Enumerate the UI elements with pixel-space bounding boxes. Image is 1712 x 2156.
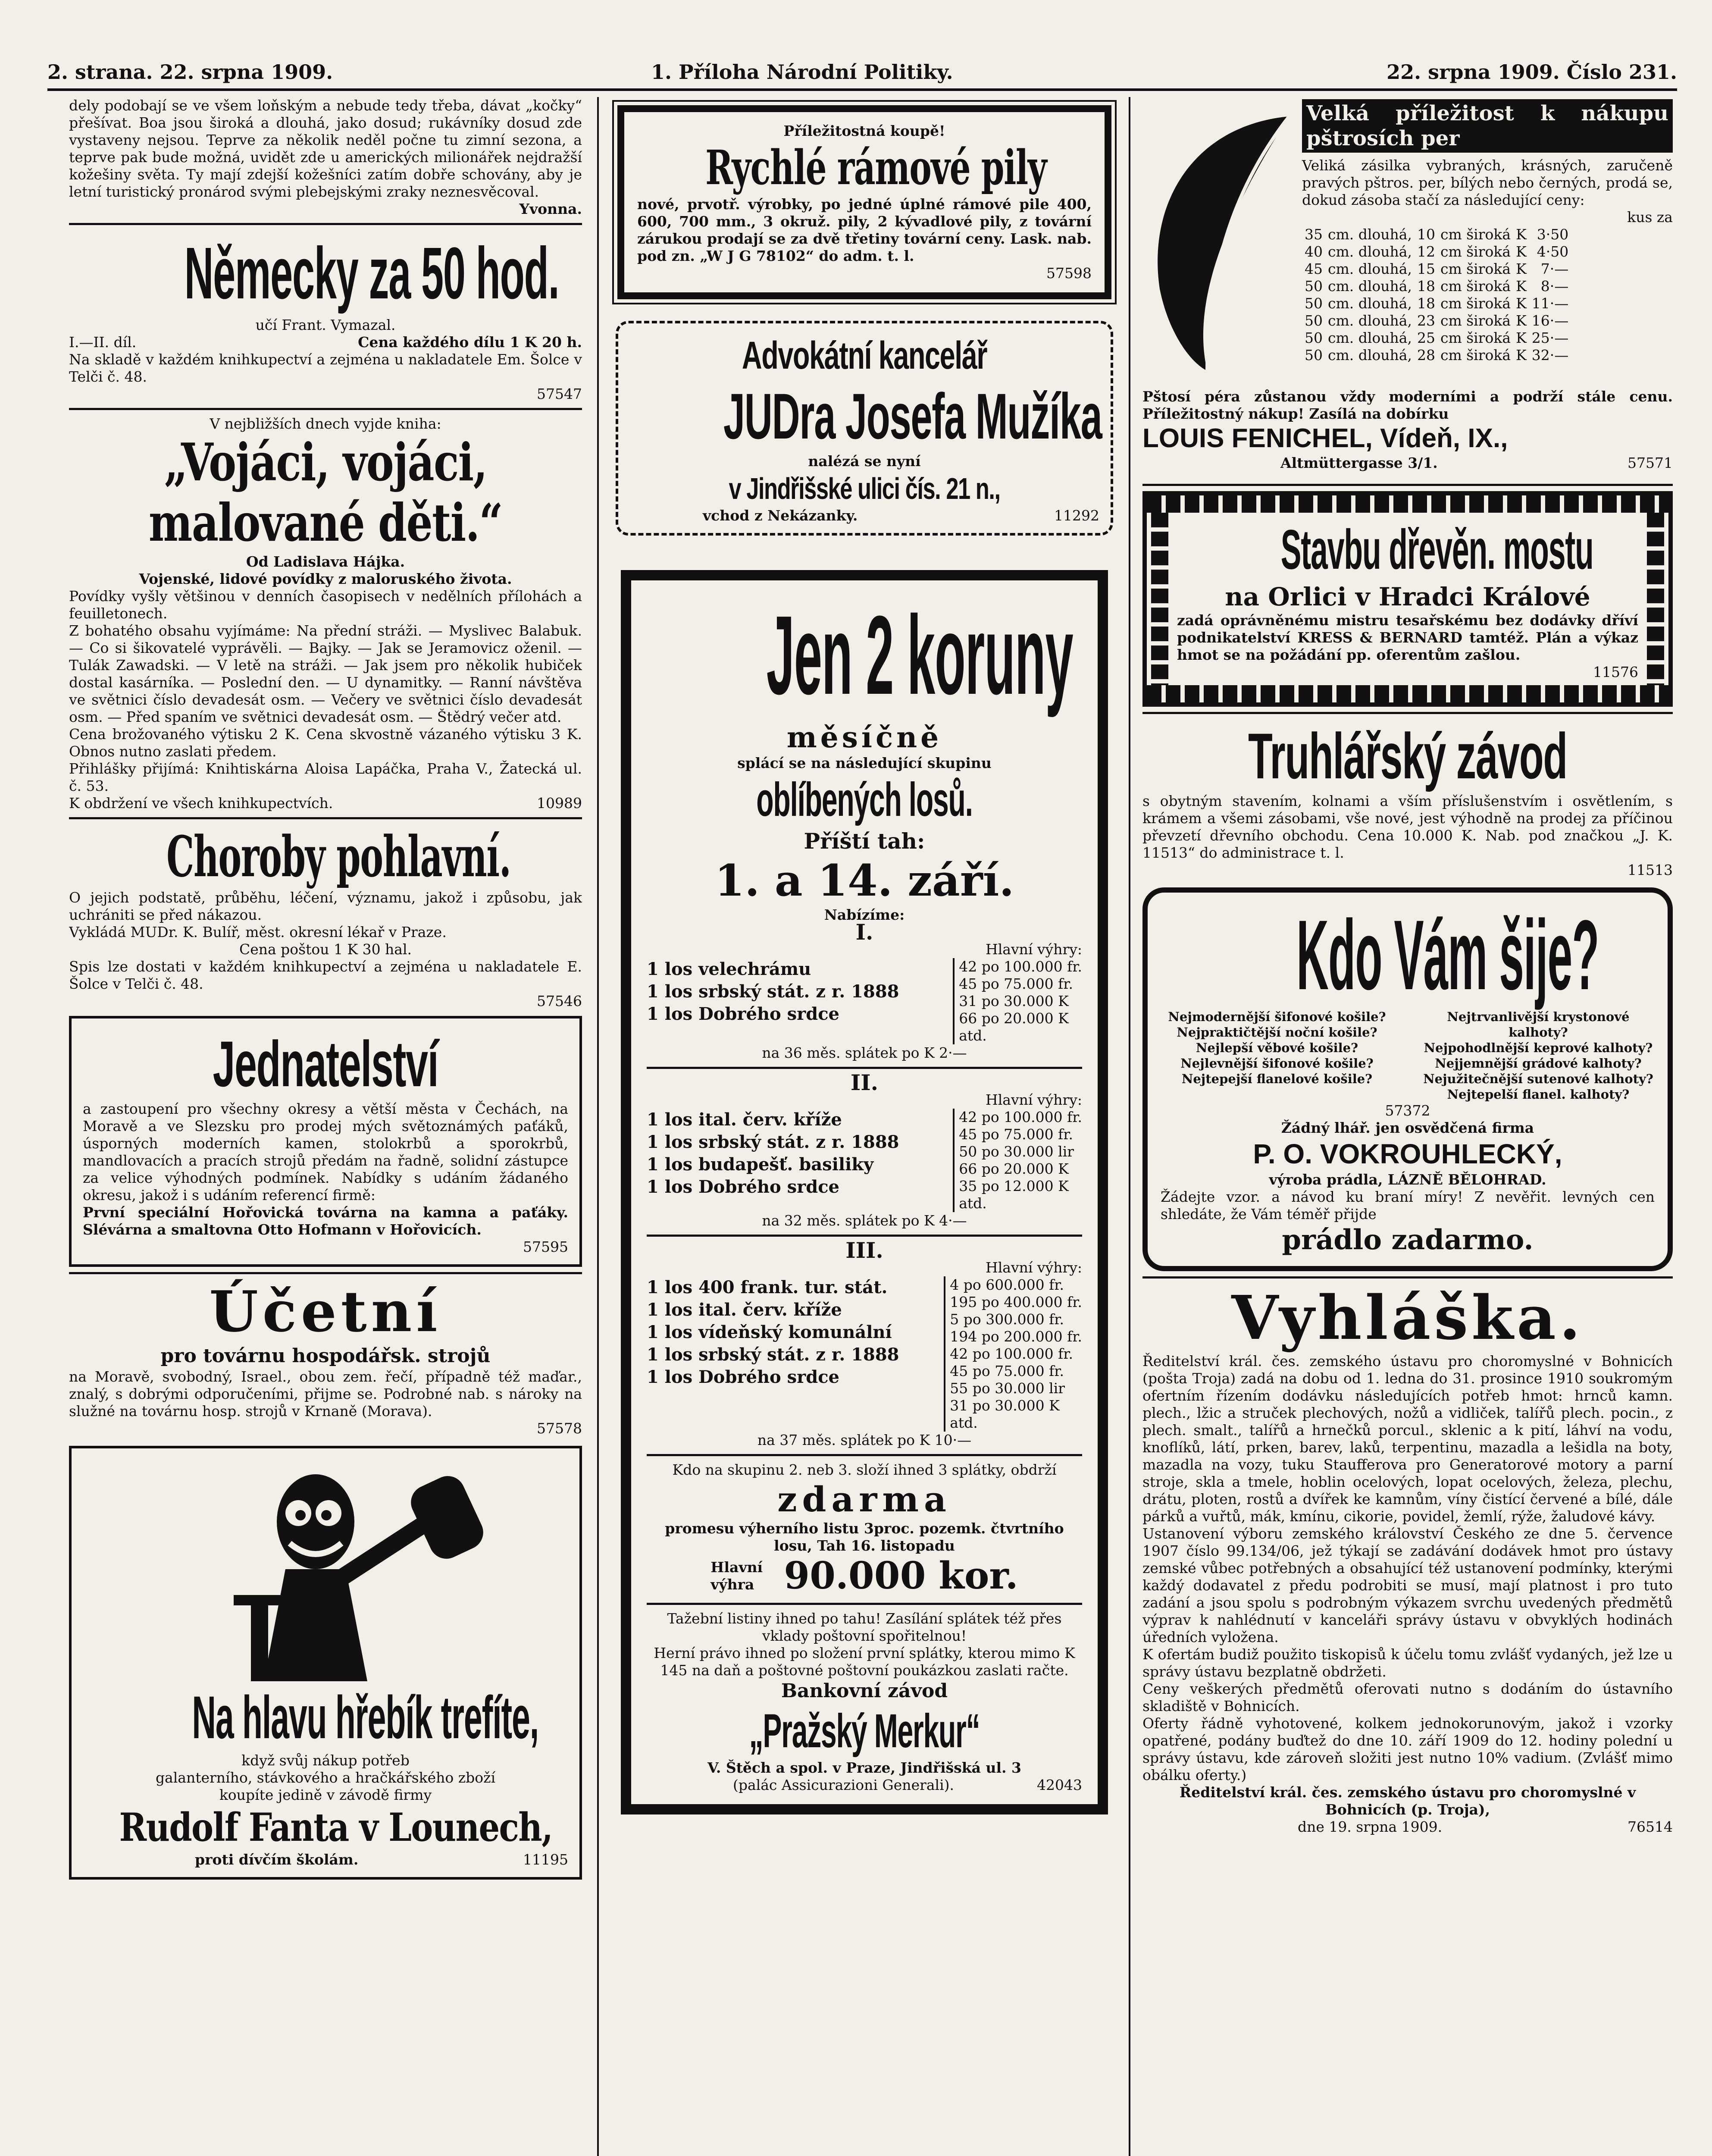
group-3-roman: III. [845,1238,883,1263]
truhlar-text: s obytným stavením, kolnami a vším příslušenstvím i osvětlením, s krámem a všemi zásobami, vše nové, jest výhodně na prodej za příčinou převzetí dřevního obchodu. Cena 10.000 K. Nab. pod značkou „J. K. 11513“ do administrace t. l. [1142,793,1673,861]
column-rule-1 [597,97,599,2156]
advokat-p1: nalézá se nyní [808,453,921,470]
group-2-win: 42 po 100.000 fr. [959,1109,1082,1125]
advokat-footer [629,507,1099,524]
group-3-body [647,1276,1082,1432]
group-3-win: atd. [950,1414,978,1431]
column-rule-2 [1129,97,1130,2156]
feather-cell: 25 [1417,329,1435,346]
feather-cell: cm. dlouhá, [1328,347,1412,364]
group-3-win: 194 po 200.000 fr. [950,1328,1082,1345]
hrebik-p1: když svůj nákup potřeb [241,1752,410,1769]
header-center: 1. Příloha Národní Politiky. [651,60,953,84]
group-3-wins [944,1276,1082,1432]
pstrosi-number: 57571 [1627,454,1673,471]
kdo-left-item: Nejpraktičtější noční košile? [1177,1025,1377,1040]
ostrich-feather-icon [1142,108,1298,375]
feather-cell: K [1516,226,1527,243]
ad-jen-2-koruny [621,570,1108,1814]
header-left: 2. strana. 22. srpna 1909. [47,60,333,84]
nemecky-store: Na skladě v každém knihkupectví a zejména u nakladatele Em. Šolce v Telči č. 48. [69,351,582,385]
lot-group-2 [647,1070,1082,1229]
feather-cell: cm. dlouhá, [1328,295,1412,312]
most-title: Stavbu dřevěn. mostu [1280,518,1593,581]
hrebik-title: Na hlavu hřebík trefíte, [192,1683,539,1751]
hrebik-p2: galanterního, stávkového a hračkářského zboží [155,1769,496,1786]
most-content [1147,513,1668,685]
intro-text: dely podobají se ve všem loňským a nebude tedy třeba, dávat „kočky“ přešívat. Boa jsou široká a dlouhá, jako dosud; rukávníky dosud zde vystaveny nejsou. Teprve za několik neděl počne tu zimní sezona, a teprve pak bude možná, uvidět zde u amerických milionářek nejdražší kožešiny světa. Ty mají zdejší kožešníci zatím dobře schovány, aby je letní turistický pronárod svými plebejskými zraky neznesvěcoval. [69,97,582,200]
feather-cell: 40 [1305,243,1323,260]
feather-cell: K [1516,347,1527,364]
kdo-left-list [1161,1009,1393,1102]
vyhlaska-number: 76514 [1627,1818,1673,1835]
feather-cell: 50 [1305,312,1323,329]
group-1-win: atd. [959,1027,987,1044]
feather-row [1302,226,1571,243]
ad-pstrosi-pera [1142,99,1673,479]
vojaci-title-2: malované děti.“ [148,492,503,553]
vyhlaska-signature: Ředitelství král. čes. zemského ústavu pro choromyslné v Bohnicích (p. Troja), [1179,1784,1636,1818]
group-1-win: 42 po 100.000 fr. [959,958,1082,975]
vojaci-subtitle: Vojenské, lidové povídky z maloruského života. [139,570,512,587]
vyhlaska-p1: Ředitelství král. čes. zemského ústavu pro choromyslné v Bohnicích (pošta Troja) zadá na dobu od 1. ledna do 31. prosince 1910 soukromým ofertním řízením dodávku následujících potřeb hmot: hrnců kamn. plech., lžic a struček plechových, nožů a vidliček, talířů plech. pocin., z plech. smalt., talířů a hrnečků porcul., sklenic a k pití, láhví na vodu, knoflíků, látí, prken, barev, laků, terpentinu, mazadla a lešidla na boty, mazadla na vozy, tuku Staufferova pro Generatorové motory a parní stroje, skla a tmele, hoblin ocelových, lopat ocelových, železa, plechu, drátu, ploten, rostů a dvířek ke kamnům, víny čistící červené a bílé, dále párků a vuřtů, mák, kmínu, cikorie, povidel, žemlí, rýže, žaludové kávy. [1142,1353,1673,1525]
ad-ucetni [69,1279,582,1437]
feather-price-table [1302,226,1571,364]
kdo-right-item: Nejjemnější grádové kalhoty? [1435,1056,1642,1071]
feather-cell: 50 [1305,347,1323,364]
feather-cell: 12 [1417,243,1435,260]
jednatelstvi-number: 57595 [523,1238,568,1255]
kdo-right-item: Nejtrvanlivější krystonové kalhoty? [1447,1009,1630,1040]
vojaci-p4: Přihlášky přijímá: Knihtiskárna Aloisa Lapáčka, Praha V., Žatecká ul. č. 53. [69,760,582,794]
group-3-item-2: 1 los ital. červ. kříže [647,1300,842,1320]
jen-kdo: Kdo na skupinu 2. neb 3. složí ihned 3 splátky, obdrží [672,1461,1057,1478]
kdo-title: Kdo Vám šije? [1296,899,1599,1010]
group-3-win: 195 po 400.000 fr. [950,1294,1082,1310]
vojaci-p3: Cena brožovaného výtisku 2 K. Cena skvostně vázaného výtisku 3 K. Obnos nutno zaslati předem. [69,726,582,760]
feather-row [1302,347,1571,364]
feather-cell: cm široká [1440,347,1511,364]
feather-cell: K [1516,295,1527,312]
ornament-left [1151,513,1168,685]
group-1-item-3: 1 los Dobrého srdce [647,1004,839,1024]
pstrosi-per-piece: kus za [1627,209,1673,226]
feather-cell: 18 [1417,295,1435,312]
kdo-right-item: Nejpohodlnější keprové kalhoty? [1424,1040,1653,1055]
separator [69,817,582,819]
separator [647,1454,1082,1456]
choroby-number: 57546 [537,993,582,1009]
vojaci-number: 10989 [537,795,582,812]
feather-cell: cm široká [1440,278,1511,295]
feather-cell: 50 [1305,278,1323,295]
feather-cell: cm široká [1440,243,1511,260]
group-3-win: 4 po 600.000 fr. [950,1276,1064,1293]
nemecky-title: Německy za 50 hod. [184,232,559,314]
choroby-title: Choroby pohlavní. [166,824,511,890]
choroby-p1: O jejich podstatě, průběhu, léčení, významu, jakož i způsobu, jak uchrániti se před nákazou. [69,889,582,923]
group-1-win: 31 po 30.000 K [959,993,1069,1009]
advokat-p3: vchod z Nekázanky. [703,507,858,524]
group-2-installments: na 32 měs. splátek po K 4·— [762,1212,967,1229]
group-3-item-4: 1 los srbský stát. z r. 1888 [647,1344,899,1365]
feather-cell: 3·50 [1537,226,1569,243]
jen-number: 42043 [1037,1777,1082,1793]
group-3-items [647,1276,940,1432]
ad-vojaci [69,415,582,812]
group-2-roman: II. [850,1070,879,1095]
ad-nemecky [69,230,582,403]
feather-cell: K [1516,312,1527,329]
feather-cell: cm. dlouhá, [1328,312,1412,329]
feather-cell: 10 [1417,226,1435,243]
vojaci-title-1: „Vojáci, vojáci, [164,432,487,493]
ornament-bottom [1147,685,1668,702]
hrebik-firm: Rudolf Fanta v Lounech, [119,1805,553,1850]
pily-number: 57598 [1046,265,1092,282]
kdo-right-item: Nejtepelší flanel. kalhoty? [1447,1087,1630,1102]
feather-cell: 4·50 [1537,243,1569,260]
vyhlaska-p4: Ceny veškerých předmětů oferovati nutno s dodáním do ústavního skladiště v Bohnicích. [1142,1680,1673,1714]
group-2-win: 66 po 20.000 K [959,1160,1069,1177]
group-1-installments: na 36 měs. splátek po K 2·— [762,1044,967,1061]
hammer-illustration [83,1457,566,1681]
header-rule [47,88,1677,91]
ucetni-title: Účetní [209,1279,442,1344]
group-3-win: 45 po 75.000 fr. [950,1363,1064,1379]
ad-rychle-pily [617,105,1111,299]
feather-cell: 25·— [1531,329,1569,346]
group-1-item-2: 1 los srbský stát. z r. 1888 [647,981,899,1002]
kdo-production: výroba prádla, LÁZNĚ BĚLOHRAD. [1269,1171,1546,1188]
vojaci-pre: V nejbližších dnech vyjde kniha: [210,415,441,432]
ad-kdo-vam-sije [1142,887,1673,1271]
jen-tah: Příští tah: [804,828,925,854]
jen-promesa: promesu výherního listu 3proc. pozemk. čtvrtního losu, Tah 16. listopadu [665,1520,1064,1554]
separator [647,1235,1082,1237]
ad-hrebik [69,1446,582,1880]
feather-cell: 8·— [1540,278,1569,295]
hrebik-number: 11195 [523,1851,568,1868]
kdo-text: Žádejte vzor. a návod ku braní míry! Z nevěřit. levných cen shledáte, že Vám téměř přijde [1161,1188,1655,1222]
nemecky-volumes: I.—II. díl. [69,334,137,351]
kdo-right-list [1422,1009,1655,1102]
feather-cell: cm široká [1440,260,1511,277]
feather-row [1302,243,1571,260]
jen-nabizime: Nabízíme: [824,906,905,923]
pily-text: nové, prvotř. výrobky, po jedné úplné rámové pile 400, 600, 700 mm., 3 okruž. pily, 2 kývadlové pily, z tovární zárukou prodají se za dvě třetiny tovární ceny. Lask. nab. pod zn. „W J G 78102“ do adm. t. l. [637,196,1092,264]
header-right: 22. srpna 1909. Číslo 231. [1387,60,1677,84]
group-3-win: 42 po 100.000 fr. [950,1345,1074,1362]
group-1-win: 45 po 75.000 fr. [959,975,1073,992]
page-header [47,60,1677,86]
advokat-number: 11292 [1054,507,1099,524]
ad-most [1142,491,1673,707]
feather-cell: cm. dlouhá, [1328,260,1412,277]
feather-cell: cm široká [1440,312,1511,329]
column-3 [1142,99,1673,2156]
group-2-win: 45 po 75.000 fr. [959,1126,1073,1143]
group-3-item-1: 1 los 400 frank. tur. stát. [647,1277,888,1297]
pily-title: Rychlé rámové pily [705,140,1047,195]
truhlar-title: Truhlářský závod [1248,720,1567,792]
group-3-win: 55 po 30.000 lir [950,1380,1065,1397]
ucetni-number: 57578 [537,1420,582,1437]
group-1-header: Hlavní výhry: [985,941,1082,958]
feather-cell: 35 [1305,226,1323,243]
jednatelstvi-title: Jednatelství [213,1028,438,1100]
ad-advokat [616,321,1113,536]
feather-cell: cm široká [1440,226,1511,243]
ornament-top [1147,495,1668,513]
group-2-header: Hlavní výhry: [985,1091,1082,1108]
feather-cell: 16·— [1531,312,1569,329]
vojaci-author: Od Ladislava Hájka. [246,553,405,570]
jen-favorite: oblíbených losů. [756,773,973,826]
group-2-wins [953,1109,1082,1212]
feather-cell: 32·— [1531,347,1569,364]
kdo-right-item: Nejužitečnější sutenové kalhoty? [1423,1072,1653,1086]
vojaci-footer [69,795,582,812]
vyhlaska-date: dne 19. srpna 1909. [1298,1818,1443,1835]
jen-zdarma: zdarma [777,1479,951,1520]
nemecky-author: učí Frant. Vymazal. [255,317,396,333]
pstrosi-address: Altmüttergasse 3/1. [1280,454,1438,471]
lot-group-1 [647,919,1082,1062]
advokat-title: Advokátní kancelář [742,334,987,377]
column-2 [612,99,1117,2156]
kdo-firm: P. O. VOKROUHLECKÝ, [1253,1138,1562,1169]
jen-main-win-value: 90.000 kor. [784,1554,1018,1598]
jen-p2: Herní právo ihned po složení první splátky, kterou mimo K 145 na daň a poštovné poštovní poukázkou zaslati račte. [654,1645,1075,1679]
nemecky-price: Cena každého dílu 1 K 20 h. [358,334,582,351]
group-1-win: 66 po 20.000 K [959,1010,1069,1027]
vojaci-p1: Povídky vyšly většinou v denních časopisech v nedělních přílohách a feuilletonech. [69,588,582,622]
feather-cell: K [1516,278,1527,295]
group-3-installments: na 37 měs. splátek po K 10·— [757,1432,972,1448]
choroby-p3: Cena poštou 1 K 30 hal. [239,941,412,958]
choroby-p2: Vykládá MUDr. K. Bulíř, měst. okresní lékař v Praze. [69,924,447,940]
vyhlaska-footer [1142,1818,1673,1836]
choroby-p4: Spis lze dostati v každém knihkupectví a zejména u nakladatele E. Šolce v Telči č. 48. [69,958,582,992]
advokat-p2: v Jindřišské ulici čís. 21 n., [729,472,1000,505]
group-1-roman: I. [855,919,873,945]
jen-mesicne: měsíčně [786,721,942,754]
feather-row [1302,329,1571,347]
group-2-win: atd. [959,1195,987,1212]
feather-row [1302,312,1571,329]
jen-main-win [647,1554,1082,1598]
vojaci-p2: Z bohatého obsahu vyjímáme: Na přední stráži. — Myslivec Balabuk. — Co si šikovatelé vyprávěli. — Bajky. — Jak se Jeramovicz oženil. — Tulák Zawadski. — V letě na stráži. — Jak jsem pro několik hubiček dostal kasárníka. — Poslední den. — U dynamitky. — Ranní návštěva ve světnici číslo devadesát osm. — Večery ve světnici číslo devadesát osm. — Před spaním ve světnici devadesát osm. — Štědrý večer atd. [69,622,582,725]
group-2-body [647,1109,1082,1212]
truhlar-number: 11513 [1627,862,1673,878]
separator [647,1603,1082,1605]
jednatelstvi-text: a zastoupení pro všechny okresy a větší města v Čechách, na Moravě a ve Slezsku pro prodej mých světoznámých paťáků, úsporných moderních kamen, stolokrbů a sporokrbů, mandlovacích a pracích strojů předám na řadně, solidní zástupce za velice výhodných podmínek. Nabídky s udáním žádaného okresu, jakož i s udáním referencí firmě: [83,1100,568,1203]
jen-subtitle: splácí se na následující skupinu [737,755,992,771]
group-3-item-5: 1 los Dobrého srdce [647,1367,839,1387]
group-1-wins [953,958,1082,1044]
feather-cell: K [1516,243,1527,260]
group-2-items [647,1109,940,1212]
jen-bank: Bankovní závod [781,1680,948,1702]
separator [1142,484,1673,486]
intro-signature: Yvonna. [519,201,582,217]
group-3-item-3: 1 los vídeňský komunální [647,1322,892,1342]
kdo-left-item: Nejmodernější šifonové košile? [1168,1009,1386,1024]
nemecky-number: 57547 [537,385,582,402]
ad-choroby [69,824,582,1010]
most-text: zadá oprávněnému mistru tesařskému bez dodávky dříví podnikatelství KRESS & BERNARD tamtéž. Plán a výkaz hmot se na požádání pp. oferentům zašlou. [1177,612,1638,663]
separator [69,223,582,225]
group-1-item-1: 1 los velechrámu [647,959,811,979]
feather-cell: cm. dlouhá, [1328,243,1412,260]
group-2-item-2: 1 los srbský stát. z r. 1888 [647,1132,899,1152]
pstrosi-head: Velká příležitost k nákupu pštrosích per [1302,99,1673,153]
jen-date: 1. a 14. září. [714,855,1014,906]
feather-row [1302,278,1571,295]
feather-cell: cm. dlouhá, [1328,226,1412,243]
group-2-win: 50 po 30.000 lir [959,1143,1074,1160]
feather-cell: K [1516,329,1527,346]
kdo-free: prádlo zadarmo. [1282,1224,1534,1256]
jen-address: V. Štěch a spol. v Praze, Jindřišská ul. 3 [707,1759,1021,1776]
feather-cell: cm široká [1440,329,1511,346]
separator [69,408,582,410]
separator [1142,712,1673,714]
hrebik-footer [83,1851,568,1868]
pily-pre: Příležitostná koupě! [783,122,945,139]
most-subtitle: na Orlici v Hradci Králové [1225,582,1590,611]
kdo-questions [1161,1009,1655,1102]
vyhlaska-p5: Oferty řádně vyhotovené, kolkem jednokorunovým, jakož i vzorky opatřené, podány buďtež do dne 10. září 1909 do 12. hodiny polední u správy ústavu, kde zároveň složiti jest nutno 10% vadium. (Zvlášť mimo obálku oferty.) [1142,1715,1673,1783]
kdo-left-item: Nejlevnější šifonové košile? [1180,1056,1374,1071]
group-3-win: 31 po 30.000 K [950,1397,1060,1414]
jen-title: Jen 2 koruny [766,593,1073,718]
pstrosi-firm: LOUIS FENICHEL, Vídeň, IX., [1142,423,1508,453]
group-3-win: 5 po 300.000 fr. [950,1311,1064,1328]
feather-cell: 11·— [1531,295,1569,312]
separator [1142,1276,1673,1279]
pstrosi-text-2: Pštosí péra zůstanou vždy moderními a podrží stále cenu. Příležitostný nákup! Zasílá na dobírku [1142,388,1673,422]
vyhlaska-title: Vyhláška. [1231,1283,1584,1354]
group-1-body [647,958,1082,1044]
group-2-item-1: 1 los ital. červ. kříže [647,1109,842,1130]
ornament-right [1647,513,1664,685]
hrebik-p3: koupíte jedině v závodě firmy [219,1786,432,1803]
nemecky-price-row [69,334,582,351]
vyhlaska-p3: K ofertám budiž použito tiskopisů k účelu tomu zvlášť vydaných, jež lze u správy ústavu bezplatně obdržeti. [1142,1646,1673,1680]
jednatelstvi-firm: První speciální Hořovická továrna na kamna a paťáky. Slévárna a smaltovna Otto Hofmann v Hořovicích. [83,1204,568,1238]
jen-address-2: (palác Assicurazioni Generali). [733,1777,955,1793]
hrebik-location: proti dívčím školám. [195,1851,359,1868]
advokat-name: JUDra Josefa Mužíka [723,380,1102,452]
feather-cell: 45 [1305,260,1323,277]
ucetni-subtitle: pro továrnu hospodářsk. strojů [160,1345,491,1367]
kdo-number: 57372 [1385,1102,1430,1119]
pstrosi-bottom [1142,388,1673,472]
jen-p1: Tažební listiny ihned po tahu! Zasílání splátek též přes vklady poštovní spořitelnou! [667,1610,1062,1644]
feather-row [1302,260,1571,278]
feather-cell: 18 [1417,278,1435,295]
jen-merkur: „Pražský Merkur“ [749,1705,980,1758]
group-2-item-3: 1 los budapešť. basiliky [647,1154,874,1175]
feather-cell: 28 [1417,347,1435,364]
group-1-items [647,958,940,1044]
jen-main-win-label: Hlavní výhra [710,1559,763,1593]
jen-footer [647,1777,1082,1794]
feather-cell: K [1516,260,1527,277]
group-3-header: Hlavní výhry: [985,1259,1082,1276]
lot-group-3 [647,1238,1082,1449]
column-1 [69,97,582,2156]
kdo-zadny: Žádný lhář. jen osvědčená firma [1281,1119,1534,1136]
feather-cell: cm široká [1440,295,1511,312]
separator [69,1272,582,1274]
group-2-item-4: 1 los Dobrého srdce [647,1177,839,1197]
feather-cell: 50 [1305,295,1323,312]
vojaci-p5: K obdržení ve všech knihkupectvích. [69,795,333,812]
pstrosi-text: Veliká zásilka vybraných, krásných, zaručeně pravých pštros. per, bílých nebo černých, prodá se, dokud zásoba stačí za následující ceny: [1302,157,1673,208]
feather-cell: 23 [1417,312,1435,329]
pstrosi-footer [1142,454,1673,472]
feather-cell: 15 [1417,260,1435,277]
feather-cell: cm. dlouhá, [1328,329,1412,346]
kdo-left-item: Nejtepejší flanelové košile? [1181,1072,1373,1086]
pstrosi-content [1302,99,1673,364]
ad-jednatelstvi [69,1016,582,1267]
most-number: 11576 [1593,664,1638,680]
ad-vyhlaska [1142,1284,1673,1836]
kdo-left-item: Nejlepší věbové košile? [1196,1040,1358,1055]
feather-cell: 50 [1305,329,1323,346]
ad-truhlarsky [1142,719,1673,879]
group-2-win: 35 po 12.000 K [959,1178,1069,1194]
separator [647,1067,1082,1069]
feather-cell: cm. dlouhá, [1328,278,1412,295]
vyhlaska-p2: Ustanovení výboru zemského království Českého ze dne 5. července 1907 číslo 99.134/06, jež týkají se zadávání dodávek hmot pro ústavy zemské vůbec potřebných a obsahující též ustanovení podmínky, kterými každý dodavatel z předu podrobiti se musí, mají platnost i pro tuto zadání a jsou spolu s podrobným výkazem svrchu uvedených předmětů výprav k nahlédnutí v kanceláři správy ústavu v obvyklých hodinách úředních vyložena. [1142,1525,1673,1645]
feather-row [1302,295,1571,312]
feather-cell: 7·— [1540,260,1569,277]
ucetni-text: na Moravě, svobodný, Israel., obou zem. řečí, případně též maďar., znalý, s dobrými odporučeními, přijme se. Podrobné nab. s nároky na služné na továrnu hosp. strojů v Krnaně (Morava). [69,1368,582,1420]
